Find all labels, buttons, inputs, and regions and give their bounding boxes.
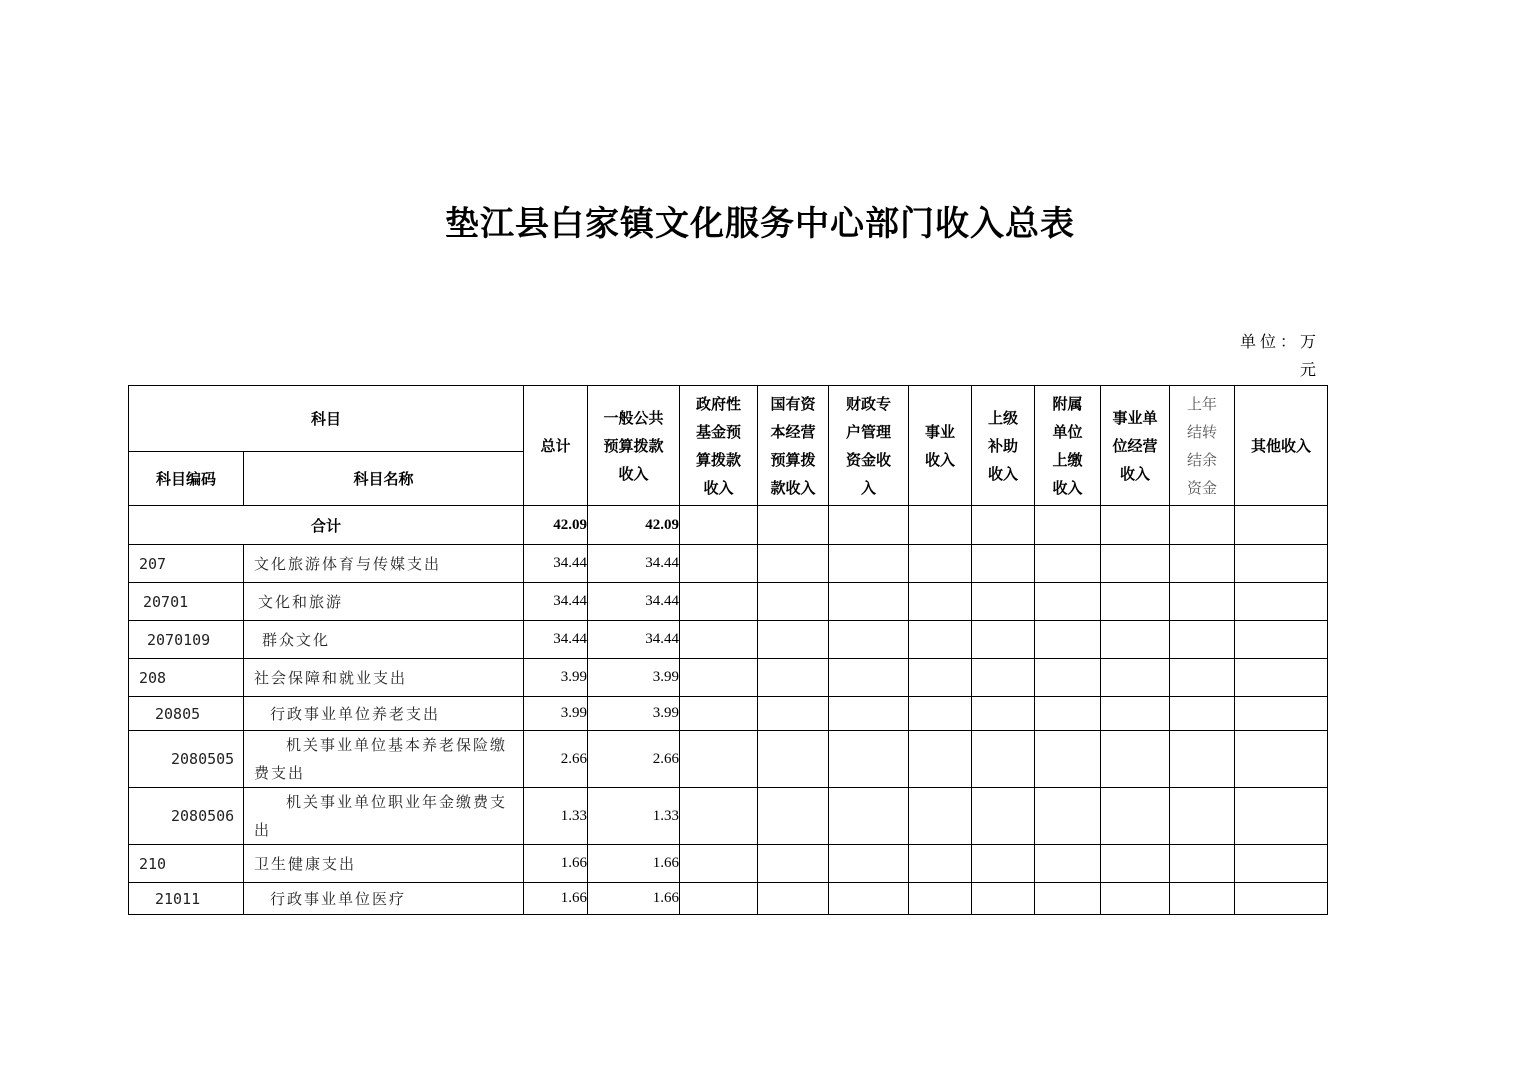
subject-code: 20805	[129, 697, 244, 731]
empty-cell	[680, 731, 758, 788]
empty-cell	[909, 697, 972, 731]
empty-cell	[909, 583, 972, 621]
empty-cell	[758, 697, 829, 731]
empty-cell	[1035, 883, 1101, 915]
empty-cell	[972, 583, 1035, 621]
subject-name: 行政事业单位医疗	[244, 883, 524, 915]
total-label: 合计	[129, 506, 524, 545]
header-subject-name: 科目名称	[244, 452, 524, 506]
total-sum: 42.09	[524, 506, 588, 545]
row-total: 34.44	[524, 621, 588, 659]
row-general: 3.99	[588, 659, 680, 697]
empty-cell	[909, 883, 972, 915]
empty-cell	[1235, 845, 1328, 883]
header-subject: 科目	[129, 386, 524, 452]
subject-name: 卫生健康支出	[244, 845, 524, 883]
empty-cell	[829, 697, 909, 731]
empty-cell	[972, 621, 1035, 659]
subject-name: 机关事业单位基本养老保险缴费支出	[244, 731, 524, 788]
empty-cell	[1101, 883, 1170, 915]
income-summary-table	[128, 385, 1328, 915]
empty-cell	[1170, 845, 1235, 883]
empty-cell	[758, 883, 829, 915]
empty-cell	[909, 545, 972, 583]
row-total: 3.99	[524, 697, 588, 731]
subject-code: 208	[129, 659, 244, 697]
row-general: 1.33	[588, 788, 680, 845]
empty-cell	[1170, 731, 1235, 788]
subject-code: 210	[129, 845, 244, 883]
empty-cell	[1101, 621, 1170, 659]
empty-cell	[1235, 659, 1328, 697]
empty-cell	[1170, 883, 1235, 915]
empty-cell	[829, 583, 909, 621]
header-superior-subsidy: 上级补助收入	[972, 386, 1035, 506]
empty-cell	[1235, 731, 1328, 788]
empty-cell	[1035, 583, 1101, 621]
empty-cell	[1035, 545, 1101, 583]
empty-cell	[1101, 545, 1170, 583]
table-row	[129, 845, 1328, 883]
empty-cell	[1170, 621, 1235, 659]
header-total: 总计	[524, 386, 588, 506]
empty-cell	[1235, 545, 1328, 583]
empty-cell	[1235, 883, 1328, 915]
subject-code: 2080506	[129, 788, 244, 845]
empty-cell	[680, 621, 758, 659]
row-general: 2.66	[588, 731, 680, 788]
row-general: 34.44	[588, 621, 680, 659]
empty-cell	[758, 659, 829, 697]
subject-name: 群众文化	[244, 621, 524, 659]
header-state-capital: 国有资本经营预算拨款收入	[758, 386, 829, 506]
subject-code: 2070109	[129, 621, 244, 659]
table-row	[129, 697, 1328, 731]
empty-cell	[1170, 788, 1235, 845]
empty-cell	[972, 659, 1035, 697]
empty-cell	[1170, 659, 1235, 697]
table-row	[129, 659, 1328, 697]
subject-name: 文化旅游体育与传媒支出	[244, 545, 524, 583]
empty-cell	[1035, 845, 1101, 883]
subject-code: 2080505	[129, 731, 244, 788]
empty-cell	[680, 883, 758, 915]
empty-cell	[1235, 788, 1328, 845]
empty-cell	[1035, 659, 1101, 697]
empty-cell	[829, 545, 909, 583]
page-title: 垫江县白家镇文化服务中心部门收入总表	[445, 204, 1075, 244]
empty-cell	[680, 545, 758, 583]
header-operating-income: 事业单位经营收入	[1101, 386, 1170, 506]
row-total: 34.44	[524, 545, 588, 583]
subject-name: 行政事业单位养老支出	[244, 697, 524, 731]
empty-cell	[680, 788, 758, 845]
row-total: 1.33	[524, 788, 588, 845]
row-general: 1.66	[588, 845, 680, 883]
table-row	[129, 545, 1328, 583]
empty-cell	[1101, 845, 1170, 883]
header-subject-code: 科目编码	[129, 452, 244, 506]
empty-cell	[909, 659, 972, 697]
empty-cell	[758, 731, 829, 788]
empty-cell	[1035, 788, 1101, 845]
row-general: 34.44	[588, 545, 680, 583]
empty-cell	[1101, 788, 1170, 845]
empty-cell	[680, 583, 758, 621]
empty-cell	[829, 845, 909, 883]
empty-cell	[758, 583, 829, 621]
empty-cell	[972, 845, 1035, 883]
empty-cell	[829, 883, 909, 915]
empty-cell	[680, 697, 758, 731]
empty-cell	[1170, 545, 1235, 583]
row-general: 34.44	[588, 583, 680, 621]
subject-name: 机关事业单位职业年金缴费支出	[244, 788, 524, 845]
empty-cell	[972, 788, 1035, 845]
empty-cell	[909, 845, 972, 883]
empty-cell	[829, 621, 909, 659]
row-total: 1.66	[524, 845, 588, 883]
empty-cell	[758, 788, 829, 845]
empty-cell	[909, 788, 972, 845]
empty-cell	[1235, 583, 1328, 621]
empty-cell	[972, 545, 1035, 583]
row-general: 3.99	[588, 697, 680, 731]
empty-cell	[680, 845, 758, 883]
total-general: 42.09	[588, 506, 680, 545]
subject-name: 社会保障和就业支出	[244, 659, 524, 697]
total-row	[129, 506, 1328, 545]
empty-cell	[758, 845, 829, 883]
empty-cell	[1101, 731, 1170, 788]
header-business-income: 事业收入	[909, 386, 972, 506]
row-general: 1.66	[588, 883, 680, 915]
row-total: 1.66	[524, 883, 588, 915]
empty-cell	[909, 731, 972, 788]
row-total: 2.66	[524, 731, 588, 788]
empty-cell	[1101, 583, 1170, 621]
empty-cell	[1035, 697, 1101, 731]
empty-cell	[680, 659, 758, 697]
table-row	[129, 731, 1328, 788]
header-general-budget: 一般公共预算拨款收入	[588, 386, 680, 506]
header-gov-fund: 政府性基金预算拨款收入	[680, 386, 758, 506]
empty-cell	[829, 659, 909, 697]
subject-code: 21011	[129, 883, 244, 915]
empty-cell	[909, 621, 972, 659]
empty-cell	[1101, 697, 1170, 731]
row-total: 3.99	[524, 659, 588, 697]
empty-cell	[758, 621, 829, 659]
empty-cell	[829, 731, 909, 788]
empty-cell	[1101, 659, 1170, 697]
empty-cell	[829, 788, 909, 845]
header-carryover: 上年结转结余资金	[1170, 386, 1235, 506]
table-row	[129, 583, 1328, 621]
empty-cell	[1035, 731, 1101, 788]
row-total: 34.44	[524, 583, 588, 621]
subject-code: 20701	[129, 583, 244, 621]
unit-label: 单位：万元	[1240, 332, 1321, 379]
empty-cell	[972, 883, 1035, 915]
header-other-income: 其他收入	[1235, 386, 1328, 506]
table-row	[129, 788, 1328, 845]
empty-cell	[972, 697, 1035, 731]
empty-cell	[1235, 697, 1328, 731]
empty-cell	[972, 731, 1035, 788]
empty-cell	[1035, 621, 1101, 659]
subject-name: 文化和旅游	[244, 583, 524, 621]
header-fiscal-account: 财政专户管理资金收入	[829, 386, 909, 506]
header-affiliated-income: 附属单位上缴收入	[1035, 386, 1101, 506]
table-row	[129, 621, 1328, 659]
empty-cell	[1235, 621, 1328, 659]
table-row	[129, 883, 1328, 915]
empty-cell	[1170, 697, 1235, 731]
empty-cell	[758, 545, 829, 583]
subject-code: 207	[129, 545, 244, 583]
empty-cell	[1170, 583, 1235, 621]
